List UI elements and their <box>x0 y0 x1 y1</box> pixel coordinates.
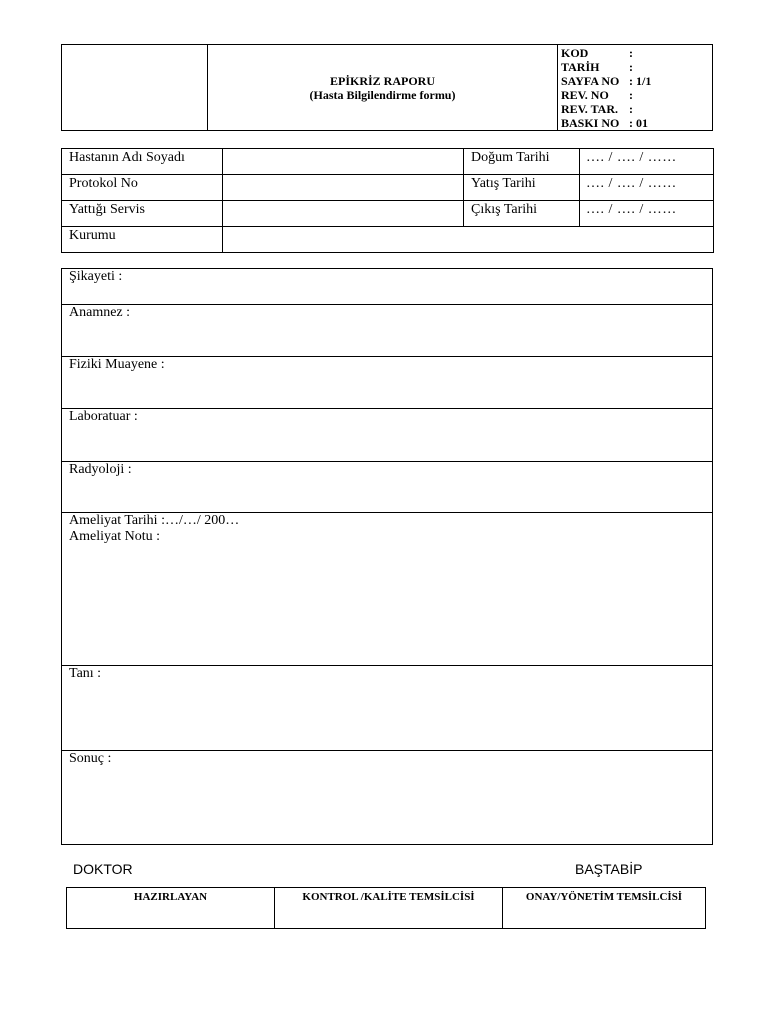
approve-label: ONAY/YÖNETİM TEMSİLCİSİ <box>525 891 683 903</box>
title-cell <box>208 45 558 131</box>
meta-row-print-no: BASKI NO : 01 <box>561 115 648 130</box>
meta-row-rev-no: REV. NO : <box>561 87 633 102</box>
radiology-label: Radyoloji : <box>69 462 132 477</box>
surgery-section[interactable] <box>62 513 713 666</box>
protocol-no-field[interactable] <box>223 175 464 201</box>
diagnosis-label: Tanı : <box>69 666 102 681</box>
surgery-date-label: Ameliyat Tarihi :…/…/ 200… <box>69 513 240 528</box>
control-label: KONTROL /KALİTE TEMSİLCİSİ <box>302 891 475 903</box>
complaint-label: Şikayeti : <box>69 269 123 284</box>
anamnesis-section[interactable] <box>62 305 713 357</box>
document-meta <box>558 45 713 131</box>
service-label: Yattığı Servis <box>62 201 223 227</box>
doctor-signature-label: DOKTOR <box>73 861 133 877</box>
clinical-sections-table <box>61 268 713 845</box>
birth-date-field[interactable]: …. / …. / …… <box>580 149 714 175</box>
approve-cell[interactable] <box>503 888 706 929</box>
laboratory-section[interactable] <box>62 409 713 462</box>
patient-info-table <box>61 148 714 253</box>
meta-row-rev-date: REV. TAR. : <box>561 101 633 116</box>
meta-row-code: KOD : <box>561 45 633 60</box>
document-subtitle: (Hasta Bilgilendirme formu) <box>309 87 456 102</box>
complaint-section[interactable] <box>62 269 713 305</box>
physical-exam-label: Fiziki Muayene : <box>69 357 165 372</box>
radiology-section[interactable] <box>62 462 713 513</box>
admission-date-field[interactable]: …. / …. / …… <box>580 175 714 201</box>
patient-name-field[interactable] <box>223 149 464 175</box>
document-header <box>61 44 713 131</box>
meta-row-page: SAYFA NO : 1/1 <box>561 73 652 88</box>
result-label: Sonuç : <box>69 751 112 766</box>
result-section[interactable] <box>62 751 713 845</box>
service-field[interactable] <box>223 201 464 227</box>
diagnosis-section[interactable] <box>62 666 713 751</box>
patient-name-label: Hastanın Adı Soyadı <box>62 149 223 175</box>
surgery-note-label: Ameliyat Notu : <box>69 529 160 544</box>
logo-cell <box>62 45 208 131</box>
laboratory-label: Laboratuar : <box>69 409 138 424</box>
institution-field[interactable] <box>223 227 714 253</box>
protocol-no-label: Protokol No <box>62 175 223 201</box>
admission-date-label: Yatış Tarihi <box>464 175 580 201</box>
approval-table <box>66 887 706 929</box>
meta-row-date: TARİH : <box>561 59 633 74</box>
discharge-date-label: Çıkış Tarihi <box>464 201 580 227</box>
physical-exam-section[interactable] <box>62 357 713 409</box>
discharge-date-field[interactable]: …. / …. / …… <box>580 201 714 227</box>
control-cell[interactable] <box>275 888 503 929</box>
prepared-by-cell[interactable] <box>67 888 275 929</box>
document-title: EPİKRİZ RAPORU <box>329 73 435 88</box>
institution-label: Kurumu <box>62 227 223 253</box>
prepared-by-label: HAZIRLAYAN <box>133 891 208 903</box>
chief-physician-signature-label: BAŞTABİP <box>575 861 643 877</box>
birth-date-label: Doğum Tarihi <box>464 149 580 175</box>
anamnesis-label: Anamnez : <box>69 305 131 320</box>
